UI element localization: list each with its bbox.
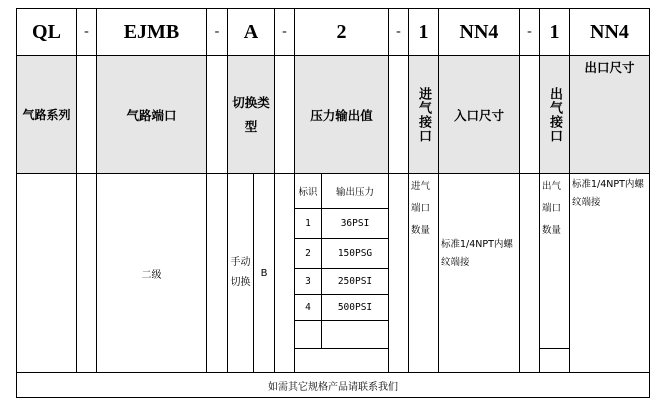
code-series: QL	[32, 20, 61, 43]
pressure-id: 3	[305, 276, 311, 287]
grid-line	[649, 8, 650, 398]
outlet-size-note: 标准1/4NPT内螺纹端接	[572, 179, 644, 208]
port-value: 二级	[141, 269, 162, 281]
header-inlet-size: 入口尺寸	[453, 107, 504, 123]
inlet-size-note: 标准1/4NPT内螺纹端接	[441, 239, 513, 268]
grid-line	[519, 8, 520, 373]
pressure-value: 36PSI	[340, 218, 370, 229]
separator: -	[84, 24, 89, 39]
separator: -	[396, 24, 401, 39]
header-switch-type: 切换类型	[232, 94, 270, 134]
code-inlet-size: NN4	[459, 20, 499, 43]
separator: -	[214, 24, 220, 39]
pressure-value: 150PSG	[337, 248, 373, 259]
grid-line	[206, 8, 207, 373]
code-port: EJMB	[123, 20, 180, 43]
grid-line	[294, 320, 389, 321]
header-outlet: 出气接口	[547, 86, 562, 143]
pressure-id: 2	[305, 248, 311, 259]
code-switch-type: A	[243, 20, 259, 43]
pressure-id: 4	[305, 302, 311, 313]
inlet-note: 进气端口数量	[411, 181, 431, 236]
switch-code: B	[260, 267, 268, 279]
grid-line	[294, 348, 389, 349]
code-outlet: 1	[549, 20, 560, 43]
col-header-id: 标识	[298, 187, 318, 198]
col-header-pressure: 输出压力	[335, 187, 374, 198]
grid-line	[16, 397, 650, 398]
inlet-size-note-cell	[441, 236, 518, 280]
grid-line	[388, 8, 389, 373]
grid-line	[274, 8, 275, 373]
footer-note: 如需其它规格产品请联系我们	[268, 381, 398, 393]
header-inlet: 进气接口	[416, 86, 431, 143]
switch-label: 手动切换	[230, 257, 251, 288]
separator: -	[527, 24, 532, 39]
code-outlet-size: NN4	[590, 20, 629, 43]
pressure-value: 250PSI	[337, 276, 373, 287]
header-inlet-cell	[409, 56, 438, 173]
separator: -	[282, 24, 287, 39]
header-port: 气路端口	[126, 107, 177, 123]
code-inlet: 1	[418, 20, 429, 43]
grid-line	[539, 348, 570, 349]
outlet-note: 出气端口数量	[542, 181, 562, 236]
inlet-note-cell	[409, 176, 438, 246]
outlet-note-cell	[540, 176, 569, 246]
pressure-id: 1	[305, 218, 311, 229]
header-series: 气路系列	[22, 108, 71, 122]
header-outlet-size: 出口尺寸	[584, 60, 635, 75]
pressure-value: 500PSI	[337, 302, 373, 313]
header-outlet-cell	[540, 56, 569, 173]
grid-line	[76, 8, 77, 373]
code-pressure: 2	[336, 20, 347, 43]
header-pressure: 压力输出值	[310, 107, 373, 123]
outlet-size-note-cell	[572, 176, 649, 220]
